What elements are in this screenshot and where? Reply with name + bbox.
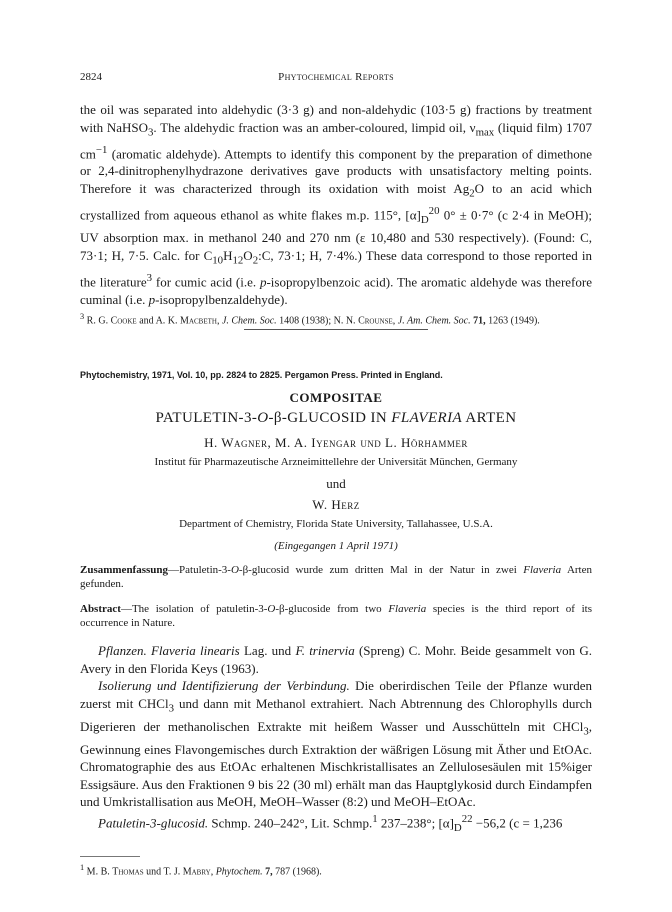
article-body xyxy=(80,642,592,837)
isolation-paragraph: Isolierung und Identifizierung der Verbindung. Die oberirdischen Teile der Pflanze wurden zuerst mit CHCl$_3$ und dann mit Methanol extrahiert. Nach Abtrennung des Chlorophylls durch Digerieren der methanolischen Extrakte mit heißem Wasser und Ausschütteln mit CHCl$_3$, Gewinnung eines Flavongemisches durch Extraktion der wäßrigen Lösung mit Äther und EtOAc. Chromatographie des aus EtOAc erhaltenen Mischkristallisates an Zellulosesäulen mit 15%iger Essigsäure. Aus den Fraktionen 9 bis 22 (30 ml) erhält man das Hauptglykosid durch Eindampfen und Umkristallisation aus MeOH, MeOH–Wasser (8:2) und MeOH–EtOAc. xyxy=(80,678,592,810)
article-title: PATULETIN-3-O-β-GLUCOSID IN FLAVERIA ARTEN xyxy=(155,410,517,426)
running-title: Phytochemical Reports xyxy=(278,71,394,83)
footnotes xyxy=(80,862,592,878)
glucoside-paragraph: Patuletin-3-glucosid. Schmp. 240–242°, Lit. Schmp.$^1$ 237–238°; $[\alpha]_D^{22} -56,2$ (c = 1,236 xyxy=(98,812,563,834)
second-author: W. Herz xyxy=(312,497,360,512)
section-heading: COMPOSITAE xyxy=(289,390,383,405)
received-date: (Eingegangen 1 April 1971) xyxy=(274,540,398,552)
zusammenfassung-paragraph: Zusammenfassung—Patuletin-3-O-β-glucosid wurde zum dritten Mal in der Natur in zwei Flaveria Arten gefunden. xyxy=(80,564,592,590)
affiliation-munich: Institut für Pharmazeutische Arzneimittellehre der Universität München, Germany xyxy=(154,456,518,468)
affiliation-florida: Department of Chemistry, Florida State University, Tallahassee, U.S.A. xyxy=(179,518,493,530)
english-abstract xyxy=(80,602,592,630)
page-number: 2824 xyxy=(80,71,102,83)
running-header xyxy=(80,71,592,85)
journal-citation-line: Phytochemistry, 1971, Vol. 10, pp. 2824 to 2825. Pergamon Press. Printed in England. xyxy=(80,370,443,380)
footnote-rule xyxy=(80,856,140,857)
previous-article-paragraph: the oil was separated into aldehydic (3·3 g) and non-aldehydic (103·5 g) fractions by treatment with NaHSO$_3$. The aldehydic fraction was an amber-coloured, limpid oil, $\nu_{max}$ (liquid film) 1707 $cm^{-1}$ (aromatic aldehyde). Attempts to identify this component by the preparation of dimethone or 2,4-dinitrophenylhydrazone derivatives gave products with unsatisfactory melting points. Therefore it was characterized through its oxidation with moist $Ag_2O$ to an acid which crystallized from aqueous ethanol as white flakes m.p. 115°, $[\alpha]_D^{20}$ 0° ± 0·7° (c 2·4 in MeOH); UV absorption max. in methanol 240 and 270 nm (ε 10,480 and 530 respectively). (Found: C, 73·1; H, 7·5. Calc. for $C_{10}H_{12}O_2:C$, 73·1; H, 7·4%.) These data correspond to those reported in the literature$^3$ for cumic acid (i.e. p-isopropylbenzoic acid). The aromatic aldehyde was therefore cuminal (i.e. p-isopropylbenzaldehyde). xyxy=(80,102,593,307)
abstract-paragraph: Abstract—The isolation of patuletin-3-O-β-glucoside from two Flaveria species is the third report of its occurrence in Nature. xyxy=(80,603,593,629)
footnote-3: $^3$ R. G. Cooke and A. K. Macbeth, J. Chem. Soc. 1408 (1938); N. N. Crounse, J. Am. Chem. Soc. 71, 1263 (1949). xyxy=(80,312,540,327)
separator-rule xyxy=(244,329,428,330)
previous-article-text xyxy=(80,101,592,328)
german-summary xyxy=(80,563,592,591)
plants-paragraph: Pflanzen. Flaveria linearis Lag. und F. trinervia (Spreng) C. Mohr. Beide gesammelt von G. Avery in den Florida Keys (1963). xyxy=(80,643,593,676)
and-conjunction: und xyxy=(326,476,346,491)
author-list: H. Wagner, M. A. Iyengar und L. Hörhammer xyxy=(204,435,468,450)
footnote-1: $^1$ M. B. Thomas und T. J. Mabry, Phytochem. 7, 787 (1968). xyxy=(80,863,322,878)
